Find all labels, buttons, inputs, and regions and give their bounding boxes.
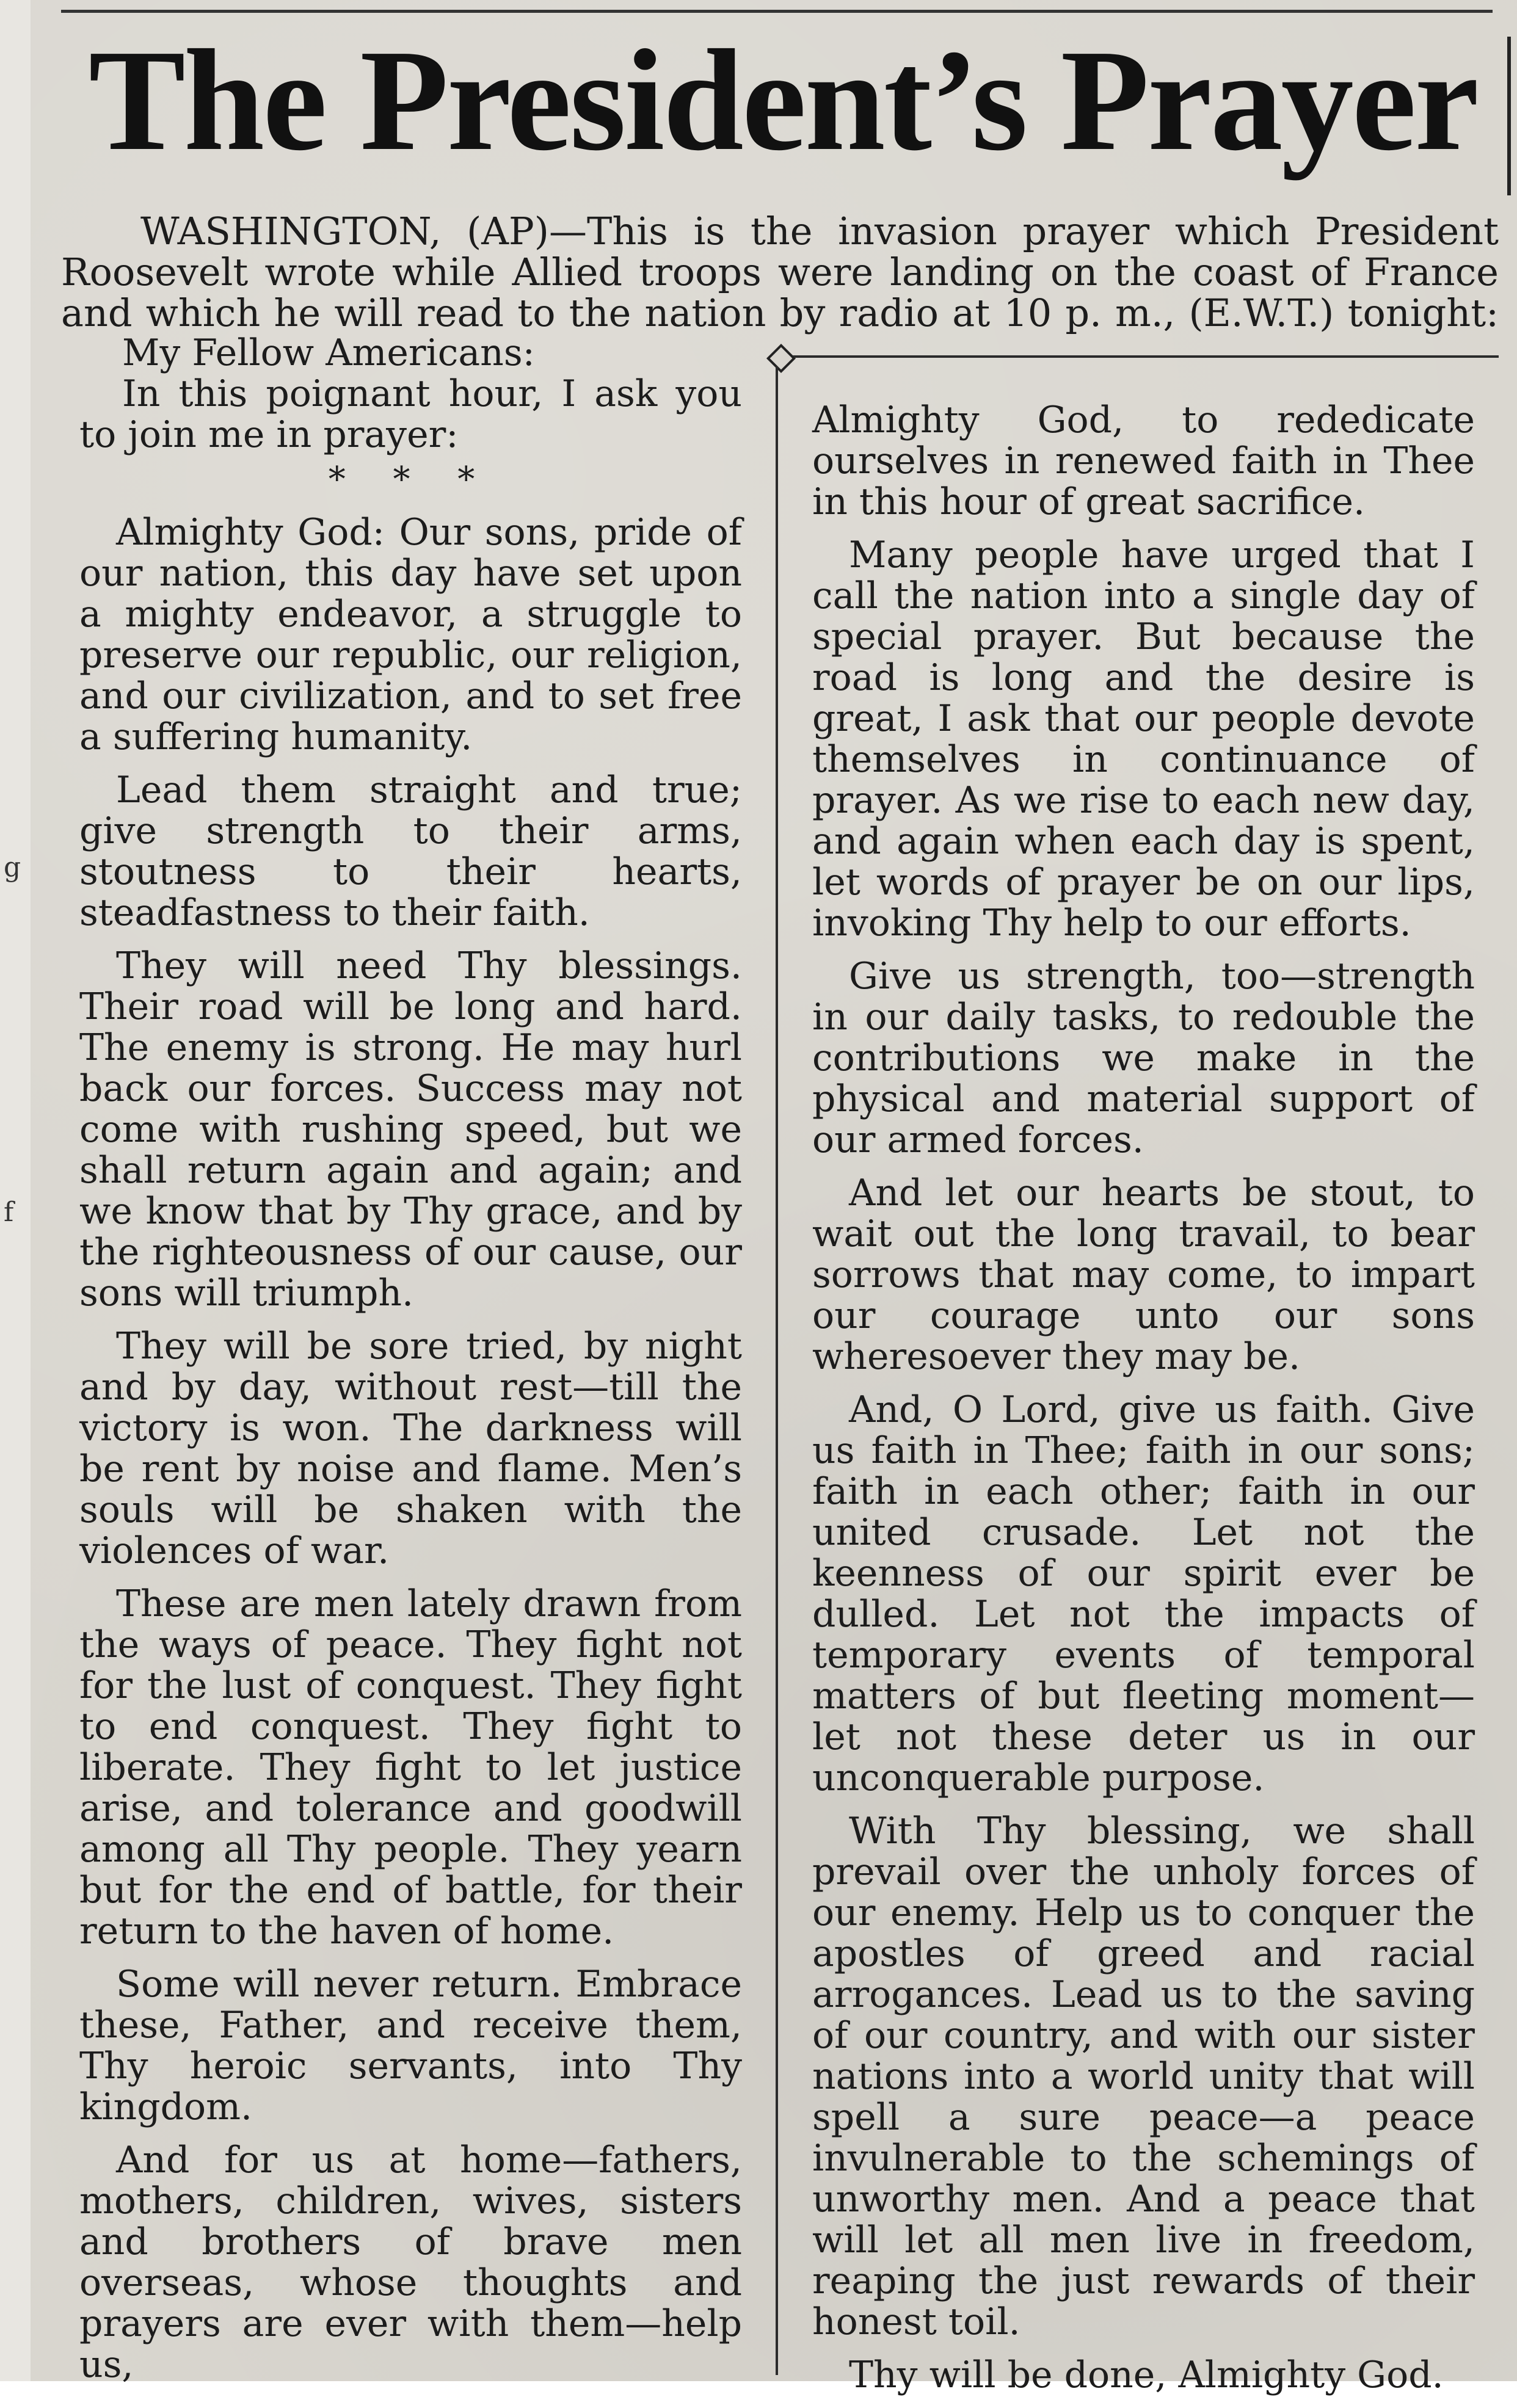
- opening-line: In this poignant hour, I ask you to join me in prayer:: [79, 372, 742, 456]
- prayer-paragraph: With Thy blessing, we shall prevail over the unholy forces of our enemy. Help us to conquer the apostles of greed and racial arrogances. Lead us to the saving of our country, and with our sister nations into a world unity that will spell a sure peace—a peace invulnerable to the schemings of unworthy men. And a peace that will let all men live in freedom, reaping the just rewards of their honest toil.: [812, 1810, 1475, 2343]
- closing-line: Thy will be done, Almighty God.: [849, 2354, 1444, 2396]
- prayer-paragraph: They will need Thy blessings. Their road will be long and hard. The enemy is strong. He may hurl back our forces. Success may not come with rushing speed, but we shall return again and again; and we know that by Thy grace, and by the righteousness of our cause, our sons will triumph.: [79, 945, 742, 1315]
- headline: The President’s Prayer: [89, 20, 1477, 181]
- right-border-rule: [1507, 37, 1511, 195]
- prayer-paragraph: These are men lately drawn from the ways of peace. They fight not for the lust of conquest. They fight to end conquest. They fight to liberate. They fight to let justice arise, and tolerance and goodwill among all Thy people. They yearn but for the end of battle, for their return to the haven of home.: [79, 1583, 742, 1953]
- prayer-paragraph: Some will never return. Embrace these, Father, and receive them, Thy heroic servants, into Thy kingdom.: [79, 1963, 742, 2128]
- adjacent-column-edge: [0, 0, 31, 2381]
- prayer-paragraph: Lead them straight and true; give strength to their arms, stoutness to their hearts, steadfastness to their faith.: [79, 769, 742, 934]
- prayer-paragraph: And let our hearts be stout, to wait out the long travail, to bear sorrows that may come, to impart our courage unto our sons wheresoever they may be.: [812, 1172, 1475, 1378]
- intro-line: WASHINGTON, (AP)—This is the invasion prayer which President: [140, 209, 1499, 253]
- prayer-paragraph: And, O Lord, give us faith. Give us faith in Thee; faith in our sons; faith in each other; faith in our united crusade. Let not the keenness of our spirit ever be dulled. Let not the impacts of temporary events of temporal matters of but fleeting moment—let not these deter us in our unconquerable purpose.: [812, 1388, 1475, 1799]
- prayer-paragraph: Many people have urged that I call the nation into a single day of special prayer. But because the road is long and the desire is great, I ask that our people devote themselves in continuance of prayer. As we rise to each new day, and again when each day is spent, let words of prayer be on our lips, invoking Thy help to our efforts.: [812, 534, 1475, 945]
- separator: * * *: [328, 460, 493, 499]
- salutation: My Fellow Americans:: [122, 332, 535, 374]
- diamond-ornament: [766, 344, 796, 373]
- dateline-intro: [61, 211, 1499, 333]
- left-column: [79, 333, 742, 2398]
- ornament-rule: [779, 355, 1499, 358]
- prayer-paragraph: Almighty God, to rededicate ourselves in renewed faith in Thee in this hour of great sacrifice.: [812, 399, 1475, 523]
- margin-fragment: g: [4, 852, 21, 883]
- prayer-paragraph: They will be sore tried, by night and by day, without rest—till the victory is won. The darkness will be rent by noise and flame. Men’s souls will be shaken with the violences of war.: [79, 1325, 742, 1572]
- prayer-paragraph: And for us at home—fathers, mothers, children, wives, sisters and brothers of brave men overseas, whose thoughts and prayers are ever with them—help us,: [79, 2139, 742, 2386]
- margin-fragment: f: [4, 1197, 14, 1228]
- top-rule: [61, 10, 1493, 13]
- right-column: [812, 400, 1475, 2408]
- intro-line: Roosevelt wrote while Allied troops were landing on the coast of France: [61, 250, 1499, 294]
- column-rule: [776, 366, 778, 2375]
- prayer-paragraph: Almighty God: Our sons, pride of our nation, this day have set upon a mighty endeavor, a struggle to preserve our republic, our religion, and our civilization, and to set free a suffering humanity.: [79, 511, 742, 758]
- prayer-paragraph: Give us strength, too—strength in our daily tasks, to redouble the contributions we make in the physical and material support of our armed forces.: [812, 955, 1475, 1161]
- intro-line: and which he will read to the nation by radio at 10 p. m., (E.W.T.) tonight:: [61, 291, 1499, 335]
